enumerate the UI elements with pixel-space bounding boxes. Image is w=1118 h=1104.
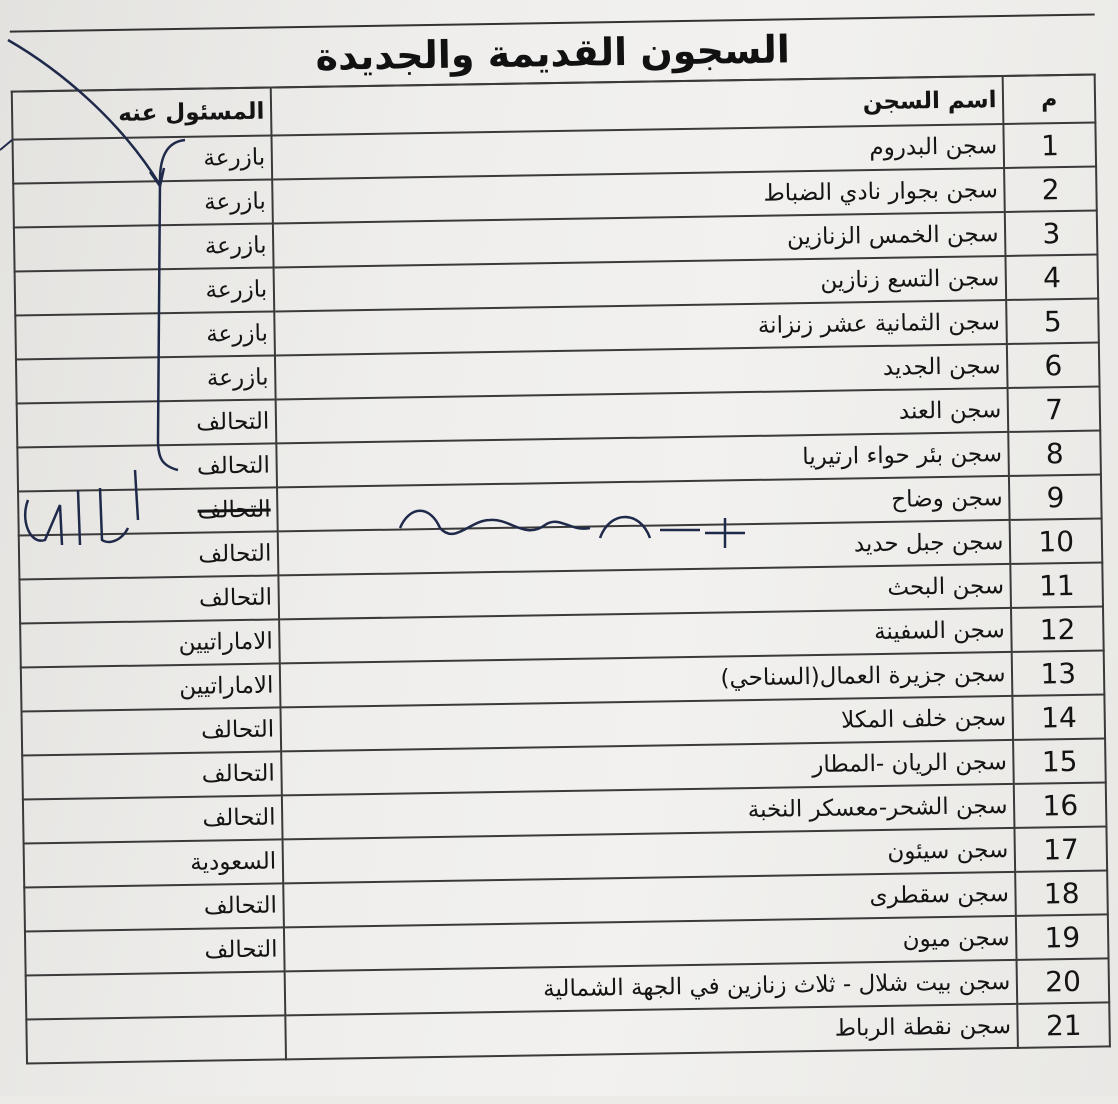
responsible-cell: بازرعة <box>13 135 273 183</box>
row-number-cell: 5 <box>1007 299 1099 344</box>
prison-name-cell: سجن التسع زنازين <box>274 256 1007 311</box>
prison-name-cell: سجن وضاح <box>277 476 1010 531</box>
prison-name-cell: سجن البدروم <box>272 124 1005 179</box>
responsible-cell: التحالف <box>23 795 283 843</box>
responsible-cell: التحالف <box>17 443 277 491</box>
row-number-cell: 6 <box>1007 343 1099 388</box>
header-name: اسم السجن <box>271 76 1004 135</box>
row-number-cell: 17 <box>1015 826 1107 871</box>
responsible-cell: التحالف <box>19 531 279 579</box>
document-sheet <box>9 0 1111 1104</box>
header-responsible: المسئول عنه <box>12 87 272 139</box>
row-number-cell: 11 <box>1011 562 1103 607</box>
prison-name-cell: سجن بيت شلال - ثلاث زنازين في الجهة الشمالية <box>285 960 1018 1015</box>
row-number-cell: 13 <box>1012 650 1104 695</box>
prison-name-cell: سجن جزيرة العمال(السناحي) <box>280 652 1013 707</box>
prison-name-cell: سجن الريان -المطار <box>281 740 1014 795</box>
responsible-cell: الاماراتيين <box>21 663 281 711</box>
responsible-cell <box>26 1015 286 1063</box>
responsible-cell: بازرعة <box>16 355 276 403</box>
prison-name-cell: سجن السفينة <box>279 608 1012 663</box>
row-number-cell: 3 <box>1005 211 1097 256</box>
responsible-cell: التحالف <box>25 927 285 975</box>
prison-name-cell: سجن العند <box>276 388 1009 443</box>
prison-name-cell: سجن الشحر-معسكر النخبة <box>282 784 1015 839</box>
responsible-cell: التحالف <box>18 487 278 535</box>
prison-name-cell: سجن نقطة الرباط <box>286 1004 1019 1059</box>
row-number-cell: 15 <box>1014 738 1106 783</box>
row-number-cell: 19 <box>1016 914 1108 959</box>
responsible-cell: بازرعة <box>15 267 275 315</box>
responsible-cell: التحالف <box>19 575 279 623</box>
responsible-cell: بازرعة <box>15 311 275 359</box>
row-number-cell: 4 <box>1006 255 1098 300</box>
responsible-cell: التحالف <box>24 883 284 931</box>
prison-name-cell: سجن سقطرى <box>284 872 1017 927</box>
table-body <box>12 75 1110 1064</box>
row-number-cell: 12 <box>1011 606 1103 651</box>
responsible-cell <box>26 971 286 1019</box>
row-number-cell: 9 <box>1009 475 1101 520</box>
row-number-cell: 2 <box>1005 167 1097 212</box>
responsible-cell: بازرعة <box>13 179 273 227</box>
responsible-cell: بازرعة <box>14 223 274 271</box>
row-number-cell: 7 <box>1008 387 1100 432</box>
row-number-cell: 21 <box>1018 1002 1110 1047</box>
row-number-cell: 8 <box>1009 431 1101 476</box>
prison-name-cell: سجن بجوار نادي الضباط <box>272 168 1005 223</box>
row-number-cell: 1 <box>1004 123 1096 168</box>
responsible-cell: التحالف <box>17 399 277 447</box>
prison-name-cell: سجن ميون <box>284 916 1017 971</box>
row-number-cell: 10 <box>1010 518 1102 563</box>
row-number-cell: 18 <box>1016 870 1108 915</box>
document-title: السجون القديمة والجديدة <box>315 27 791 79</box>
prison-name-cell: سجن جبل حديد <box>278 520 1011 575</box>
prison-name-cell: سجن سيئون <box>283 828 1016 883</box>
prison-name-cell: سجن الجديد <box>275 344 1008 399</box>
prison-name-cell: سجن البحث <box>279 564 1012 619</box>
row-number-cell: 16 <box>1014 782 1106 827</box>
row-number-cell: 14 <box>1013 694 1105 739</box>
prison-name-cell: سجن بئر حواء ارتيريا <box>277 432 1010 487</box>
prison-name-cell: سجن خلف المكلا <box>281 696 1014 751</box>
prisons-table <box>11 74 1111 1065</box>
row-number-cell: 20 <box>1017 958 1109 1003</box>
responsible-cell: التحالف <box>22 751 282 799</box>
prison-name-cell: سجن الثمانية عشر زنزانة <box>275 300 1008 355</box>
header-number: م <box>1003 75 1095 124</box>
responsible-cell: الاماراتيين <box>20 619 280 667</box>
prison-name-cell: سجن الخمس الزنازين <box>273 212 1006 267</box>
responsible-cell: التحالف <box>22 707 282 755</box>
responsible-cell: السعودية <box>24 839 284 887</box>
